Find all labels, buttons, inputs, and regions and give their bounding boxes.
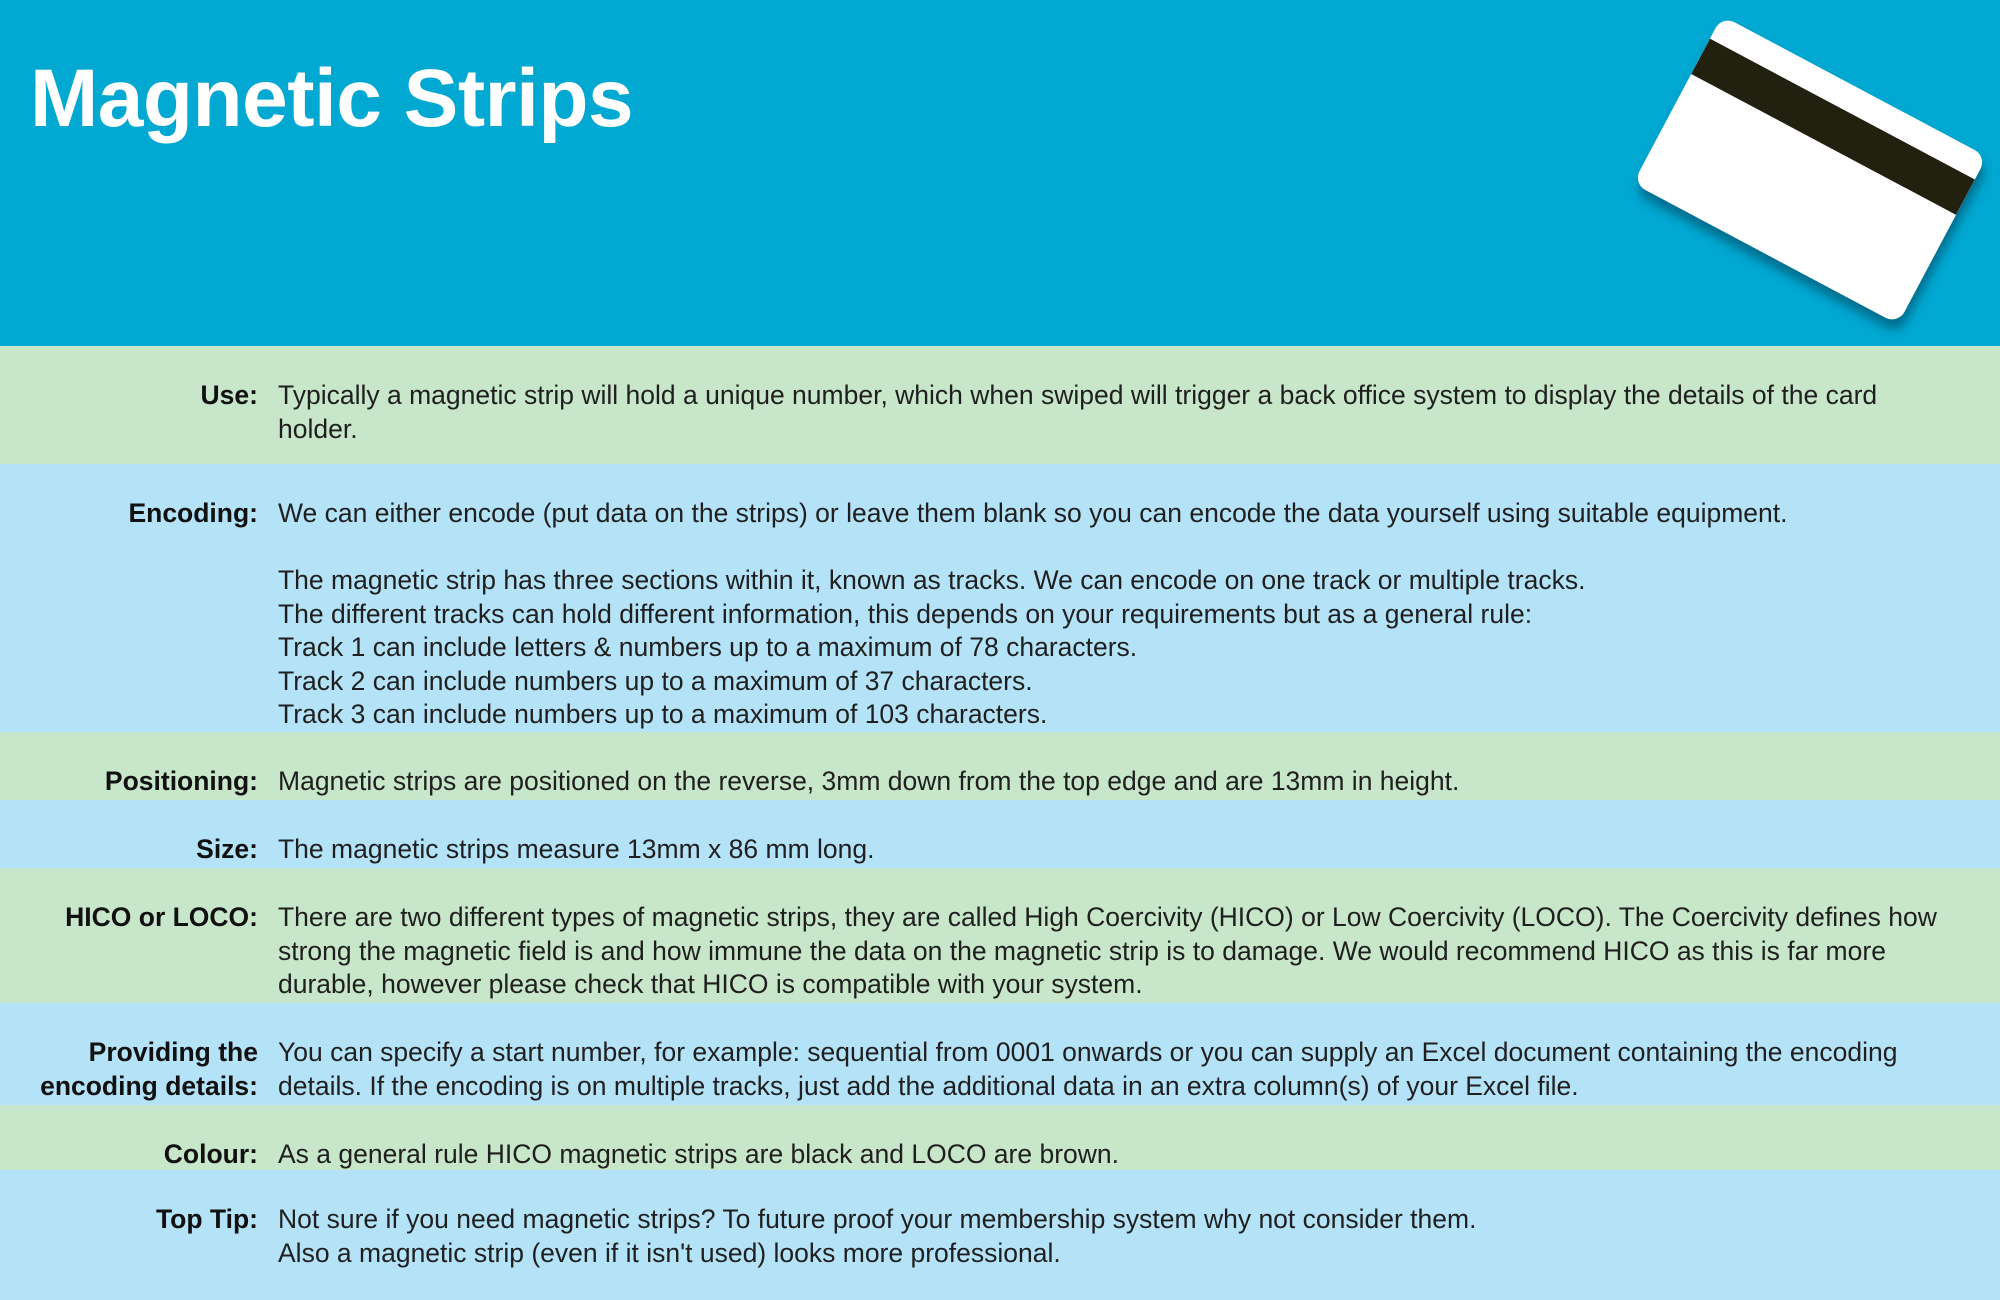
row-text: Typically a magnetic strip will hold a unique number, which when swiped will trigger a back office system to display the details of the card holder. (278, 380, 1878, 444)
row-label: Use: (200, 380, 258, 410)
row-content (278, 379, 2000, 444)
row-label: Colour: (163, 1139, 258, 1169)
row-encoding-details (0, 1003, 2000, 1105)
paragraph-gap (278, 531, 1960, 565)
row-text: The magnetic strip has three sections within it, known as tracks. We can encode on one track or multiple tracks. (278, 565, 1586, 595)
row-content (278, 1203, 2000, 1280)
row-top-tip (0, 1170, 2000, 1300)
row-text: Track 2 can include numbers up to a maximum of 37 characters. (278, 665, 1033, 696)
row-positioning (0, 732, 2000, 800)
row-content (278, 833, 2000, 864)
row-content (278, 901, 2000, 999)
row-label (0, 1036, 278, 1101)
row-label-line: encoding details: (40, 1070, 258, 1101)
row-encoding (0, 464, 2000, 732)
row-text: Not sure if you need magnetic strips? To future proof your membership system why not consider them. (278, 1204, 1477, 1234)
row-text: Track 3 can include numbers up to a maximum of 103 characters. (278, 699, 1048, 729)
magnetic-strip-band (1691, 39, 1975, 215)
row-label: Positioning: (104, 766, 258, 796)
row-content (278, 1138, 2000, 1169)
row-label: Size: (196, 834, 258, 864)
card-body (1633, 16, 1987, 325)
row-label: Top Tip: (155, 1204, 258, 1234)
row-use (0, 346, 2000, 464)
row-content (278, 1036, 2000, 1101)
row-label: HICO or LOCO: (65, 902, 258, 932)
row-text: Track 1 can include letters & numbers up to a maximum of 78 characters. (278, 632, 1138, 662)
row-text: The magnetic strips measure 13mm x 86 mm long. (278, 834, 875, 864)
row-hico-loco (0, 868, 2000, 1003)
row-text: As a general rule HICO magnetic strips are black and LOCO are brown. (278, 1139, 1120, 1169)
row-label-line: Providing the (88, 1037, 258, 1067)
row-text: Also a magnetic strip (even if it isn't used) looks more professional. (278, 1237, 1061, 1268)
page-title: Magnetic Strips (30, 53, 634, 144)
row-text: There are two different types of magnetic strips, they are called High Coercivity (HICO) or Low Coercivity (LOCO). The Coercivity defines how strong the magnetic field is and how immune the data on the magnetic strip is to damage. We would recommend HICO as this is far more durable, however please check that HICO is compatible with your system. (278, 902, 1937, 999)
row-size (0, 800, 2000, 868)
row-text: We can either encode (put data on the strips) or leave them blank so you can encode the data yourself using suitable equipment. (278, 498, 1788, 528)
row-text: Magnetic strips are positioned on the reverse, 3mm down from the top edge and are 13mm in height. (278, 766, 1460, 796)
row-text: The different tracks can hold different information, this depends on your requirements but as a general rule: (278, 598, 1533, 629)
row-label: Encoding: (128, 498, 258, 528)
row-content (278, 497, 2000, 729)
magnetic-card-icon (1633, 16, 1987, 325)
row-colour (0, 1105, 2000, 1170)
header-banner (0, 0, 2000, 346)
row-content (278, 765, 2000, 796)
row-text: You can specify a start number, for example: sequential from 0001 onwards or you can supply an Excel document containing the encoding details. If the encoding is on multiple tracks, just add the additional data in an extra column(s) of your Excel file. (278, 1037, 1898, 1101)
info-table (0, 346, 2000, 1300)
